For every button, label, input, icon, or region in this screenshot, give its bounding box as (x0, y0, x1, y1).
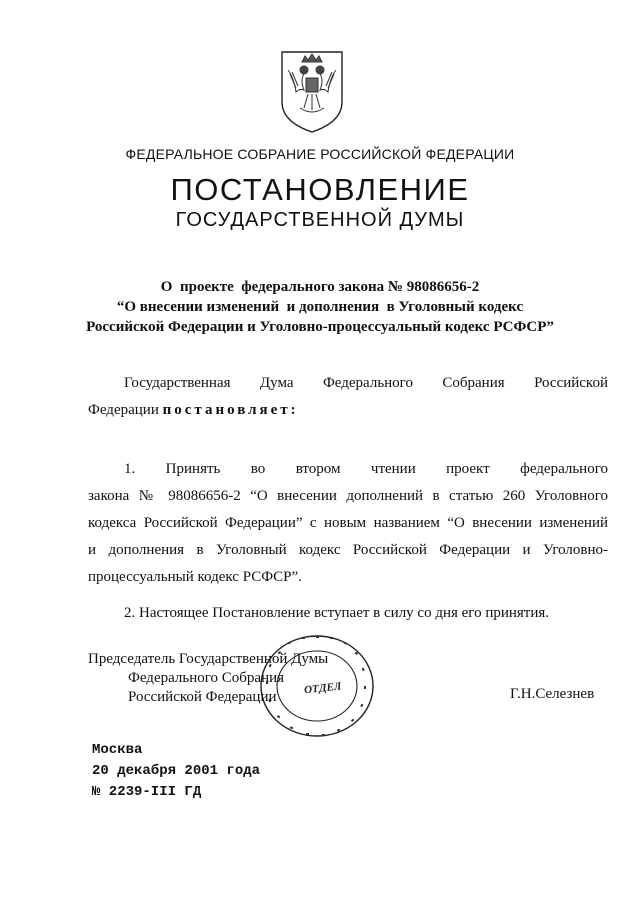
preamble-text: Федерации (88, 402, 163, 418)
stamp-center-text: ОТДЕЛ (303, 680, 342, 697)
item-line: 2. Настоящее Постановление вступает в силу со дня его принятия. (124, 605, 550, 621)
parliament-name: ФЕДЕРАЛЬНОЕ СОБРАНИЕ РОССИЙСКОЙ ФЕДЕРАЦИИ (125, 146, 515, 162)
preamble-line: Государственная Дума Федерального Собрания Российской (124, 375, 608, 391)
item-2 (88, 600, 608, 627)
item-line: процессуальный кодекс РСФСР”. (88, 569, 302, 585)
signature-line: Российской Федерации (128, 689, 277, 705)
document-title: ПОСТАНОВЛЕНИЕ (170, 172, 470, 207)
item-1 (88, 456, 608, 591)
preamble (88, 370, 608, 424)
preamble-line (88, 397, 608, 424)
coat-of-arms-emblem (278, 48, 346, 134)
signatory-name: Г.Н.Селезнев (510, 686, 595, 702)
date: 20 декабря 2001 года (92, 763, 261, 779)
subject-line: “О внесении изменений и дополнения в Уголовный кодекс (116, 299, 524, 315)
city: Москва (92, 742, 143, 758)
signature-line: Федерального Собрания (128, 670, 285, 686)
signature-line: Председатель Государственной Думы (88, 651, 329, 667)
item-line: и дополнения в Уголовный кодекс Российской Федерации и Уголовно- (88, 542, 608, 558)
subject-line: Российской Федерации и Уголовно-процессуальный кодекс РСФСР” (86, 319, 554, 335)
resolution-subject (0, 277, 640, 337)
document-footer (92, 740, 260, 803)
item-line: закона № 98086656-2 “О внесении дополнений в статью 260 Уголовного (88, 488, 608, 504)
signature-position (88, 650, 328, 707)
registration-number: № 2239-III ГД (92, 784, 202, 800)
resolves-word: постановляет: (162, 402, 299, 418)
item-line: кодекса Российской Федерации” с новым названием “О внесении изменений (88, 515, 608, 531)
subject-line: О проекте федерального закона № 98086656-2 (160, 279, 480, 295)
item-line: 1. Принять во втором чтении проект федерального (124, 461, 608, 477)
document-subtitle: ГОСУДАРСТВЕННОЙ ДУМЫ (175, 209, 465, 231)
